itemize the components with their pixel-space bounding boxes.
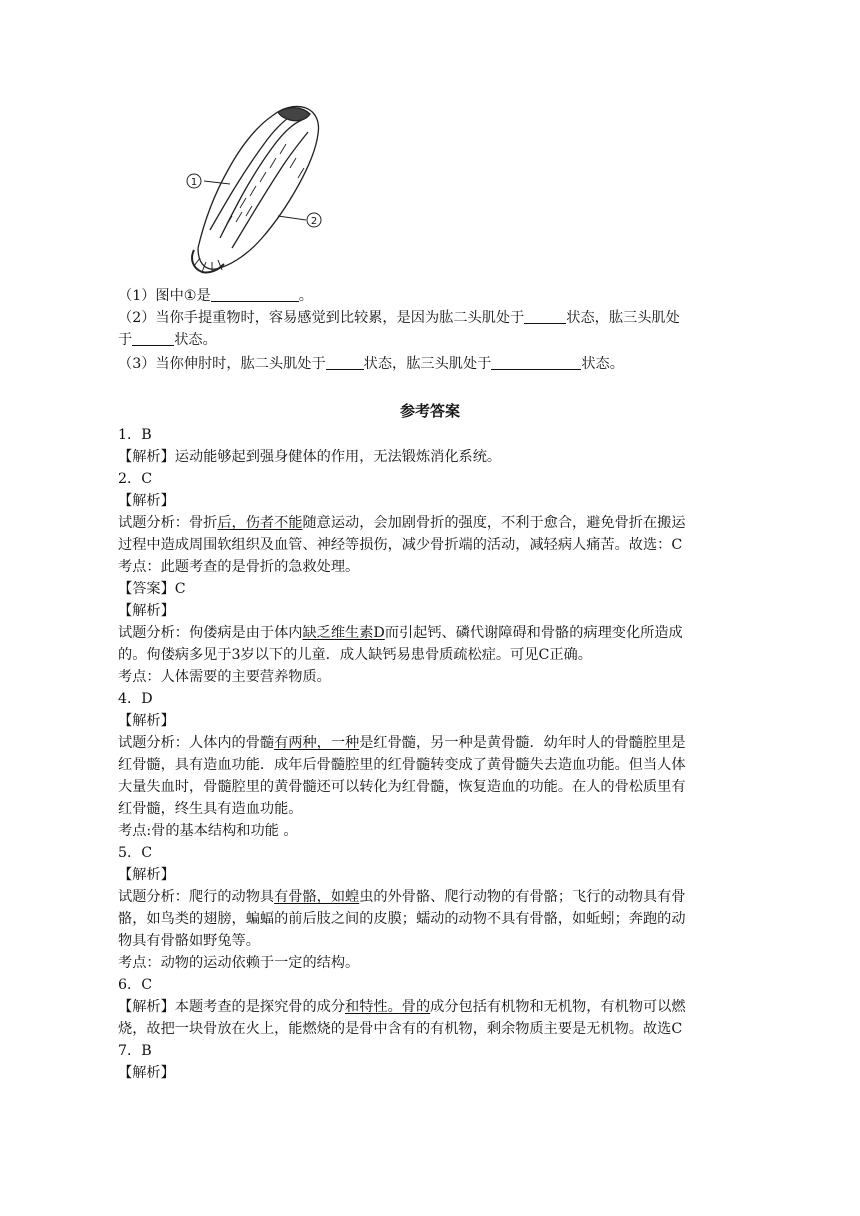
answer-line: 考点：动物的运动依赖于一定的结构。 — [118, 955, 360, 971]
answer-line: 的。佝偻病多见于3岁以下的儿童．成人缺钙易患骨质疏松症。可见C正确。 — [118, 647, 592, 663]
answer-blank-3b[interactable] — [491, 355, 581, 370]
answer-blank-1[interactable] — [211, 287, 299, 302]
answer-line: 考点:骨的基本结构和功能 。 — [118, 823, 298, 839]
answer-line: 试题分析：骨折后，伤者不能随意运动，会加剧骨折的强度，不利于愈合，避免骨折在搬运 — [118, 515, 686, 531]
answer-blank-3a[interactable] — [326, 355, 364, 370]
answers-title: 参考答案 — [399, 402, 460, 420]
answer-line: 烧，故把一块骨放在火上，能燃烧的是骨中含有的有机物，剩余物质主要是无机物。故选C — [118, 1021, 683, 1037]
svg-text:2: 2 — [310, 216, 318, 227]
answer-line: 试题分析：人体内的骨髓有两种，一种是红骨髓，另一种是黄骨髓．幼年时人的骨髓腔里是 — [118, 735, 686, 751]
svg-text:1: 1 — [190, 177, 198, 188]
answer-line: 红骨髓，具有造血功能．成年后骨髓腔里的红骨髓转变成了黄骨髓失去造血功能。但当人体 — [118, 757, 686, 773]
answer-line: 红骨髓，终生具有造血功能。 — [118, 801, 303, 817]
answer-line: 过程中造成周围软组织及血管、神经等损伤，减少骨折端的活动，减轻病人痛苦。故选：C — [118, 537, 683, 553]
muscle-figure — [180, 98, 340, 276]
answer-line: 1．B — [118, 427, 152, 443]
tendon-bottom — [192, 250, 224, 273]
answer-line: 考点：此题考查的是骨折的急救处理。 — [118, 559, 360, 575]
answer-line: 【答案】C — [118, 581, 186, 597]
muscle-inner-1 — [220, 120, 302, 238]
answer-line: 4．D — [118, 691, 153, 707]
answer-line: 【解析】 — [118, 867, 175, 883]
answer-line: 2．C — [118, 471, 153, 487]
question-1: （1）图中①是 。 — [118, 288, 313, 304]
answer-line: 6．C — [118, 977, 153, 993]
answer-line: 物具有骨骼如野兔等。 — [118, 933, 260, 949]
question-2-line-2: 于 状态。 — [118, 332, 217, 348]
tendon-top — [278, 108, 310, 121]
answer-line: 5．C — [118, 845, 153, 861]
answer-blank-2a[interactable] — [524, 309, 566, 324]
answer-line: 【解析】 — [118, 713, 175, 729]
answer-line: 试题分析：爬行的动物具有骨骼，如蝗虫的外骨骼、爬行动物的有骨骼；飞行的动物具有骨 — [118, 889, 686, 905]
answer-line: 【解析】本题考查的是探究骨的成分和特性。骨的成分包括有机物和无机物，有机物可以燃 — [118, 999, 686, 1015]
answer-line: 试题分析：佝偻病是由于体内缺乏维生素D而引起钙、磷代谢障碍和骨骼的病理变化所造成 — [118, 625, 683, 641]
answer-line: 大量失血时，骨髓腔里的黄骨髓还可以转化为红骨髓，恢复造血的功能。在人的骨松质里有 — [118, 779, 686, 795]
answer-blank-2b[interactable] — [132, 331, 174, 346]
arm-outline — [198, 106, 319, 269]
answer-line: 7．B — [118, 1043, 152, 1059]
question-2-line-1: （2）当你手提重物时，容易感觉到比较累，是因为肱二头肌处于 状态，肱三头肌处 — [118, 310, 680, 326]
question-3: （3）当你伸肘时，肱二头肌处于 状态，肱三头肌处于 状态。 — [118, 356, 624, 372]
answer-line: 【解析】运动能够起到强身健体的作用，无法锻炼消化系统。 — [118, 449, 502, 465]
answer-line: 骼，如鸟类的翅膀，蝙蝠的前后肢之间的皮膜；蠕动的动物不具有骨骼，如蚯蚓；奔跑的动 — [118, 911, 686, 927]
answer-line: 考点：人体需要的主要营养物质。 — [118, 669, 331, 685]
muscle-inner-2 — [232, 132, 308, 248]
answer-line: 【解析】 — [118, 493, 175, 509]
answer-line: 【解析】 — [118, 1065, 175, 1081]
answer-line: 【解析】 — [118, 603, 175, 619]
